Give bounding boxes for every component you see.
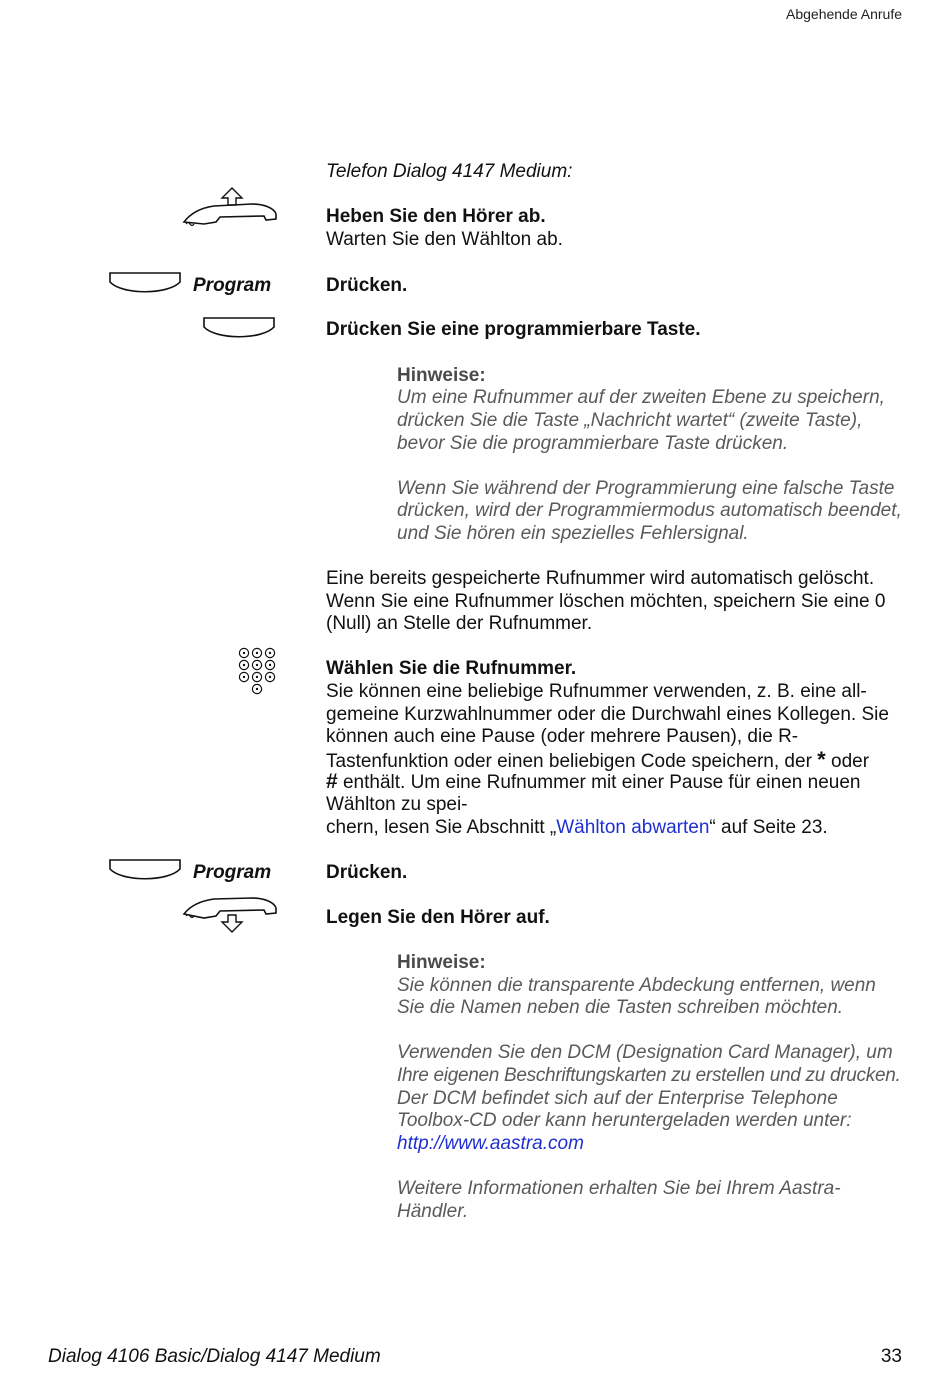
dial-line: [326, 817, 828, 840]
overwrite-line: Wenn Sie eine Rufnummer löschen möchten, speichern Sie eine 0: [326, 591, 886, 612]
dial-line: Sie können eine beliebige Rufnummer verwenden, z. B. eine all-: [326, 681, 867, 702]
step-press-key-title: Drücken Sie eine programmierbare Taste.: [326, 319, 701, 340]
dial-line-text: oder: [825, 751, 870, 772]
dial-line-text: Tastenfunktion oder einen beliebigen Code speichern, der: [326, 751, 818, 772]
keypad-icon: [238, 646, 280, 698]
note2-line: Weitere Informationen erhalten Sie bei Ihrem Aastra-: [397, 1178, 841, 1199]
programmable-key-icon: [202, 315, 278, 345]
note2-line: Der DCM befindet sich auf der Enterprise Telephone: [397, 1088, 838, 1109]
program-key-label: Program: [193, 862, 272, 883]
note2-line: Sie können die transparente Abdeckung entfernen, wenn: [397, 975, 876, 996]
model-intro: Telefon Dialog 4147 Medium:: [326, 161, 573, 182]
aastra-url-link[interactable]: http://www.aastra.com: [397, 1133, 584, 1154]
note2-line: Verwenden Sie den DCM (Designation Card Manager), um: [397, 1042, 893, 1063]
note1-line: Wenn Sie während der Programmierung eine falsche Taste: [397, 478, 895, 499]
star-key-symbol: *: [817, 747, 826, 772]
page-number: 33: [880, 1346, 902, 1367]
note2-line: Händler.: [397, 1201, 469, 1222]
footer-title: Dialog 4106 Basic/Dialog 4147 Medium: [48, 1346, 381, 1367]
note2-heading: Hinweise:: [397, 952, 486, 973]
handset-lift-icon: [180, 186, 280, 232]
dial-line: können auch eine Pause (oder mehrere Pausen), die R-: [326, 726, 799, 747]
step-dial-title: Wählen Sie die Rufnummer.: [326, 658, 577, 679]
note1-line: drücken, wird der Programmiermodus automatisch beendet,: [397, 500, 902, 521]
hash-key-symbol: #: [326, 770, 338, 793]
program-key-icon: [108, 857, 184, 887]
handset-hangup-icon: [180, 896, 280, 936]
note1-line: drücken Sie die Taste „Nachricht wartet“ (zweite Taste),: [397, 410, 863, 431]
step-press-program-title: Drücken.: [326, 862, 408, 883]
note1-heading: Hinweise:: [397, 365, 486, 386]
note2-line: Toolbox-CD oder kann heruntergeladen werden unter:: [397, 1110, 852, 1131]
dial-line-text: enthält. Um eine Rufnummer mit einer Pause für einen neuen: [337, 772, 861, 793]
step-lift-sub: Warten Sie den Wählton ab.: [326, 229, 563, 250]
overwrite-line: (Null) an Stelle der Rufnummer.: [326, 613, 593, 634]
note2-line: Sie die Namen neben die Tasten schreiben möchten.: [397, 997, 844, 1018]
note1-line: und Sie hören ein spezielles Fehlersignal.: [397, 523, 749, 544]
dial-line: Wählton zu spei-: [326, 794, 468, 815]
page-header-section: Abgehende Anrufe: [786, 6, 902, 22]
note1-line: bevor Sie die programmierbare Taste drücken.: [397, 433, 789, 454]
program-key-label: Program: [193, 275, 272, 296]
dial-line-text: “ auf Seite 23.: [709, 817, 828, 838]
dial-line: gemeine Kurzwahlnummer oder die Durchwahl eines Kollegen. Sie: [326, 704, 889, 725]
program-key-icon: [108, 270, 184, 300]
dial-line: [326, 749, 869, 774]
dial-line: [326, 771, 860, 795]
step-lift-title: Heben Sie den Hörer ab.: [326, 206, 546, 227]
step-hangup-title: Legen Sie den Hörer auf.: [326, 907, 550, 928]
note2-line: Ihre eigenen Beschriftungskarten zu erstellen und zu drucken.: [397, 1065, 901, 1086]
dial-line-text: chern, lesen Sie Abschnitt „: [326, 817, 557, 838]
step-press-program-title: Drücken.: [326, 275, 408, 296]
note1-line: Um eine Rufnummer auf der zweiten Ebene zu speichern,: [397, 387, 885, 408]
waehlton-abwarten-link[interactable]: Wählton abwarten: [556, 817, 710, 838]
overwrite-line: Eine bereits gespeicherte Rufnummer wird automatisch gelöscht.: [326, 568, 875, 589]
